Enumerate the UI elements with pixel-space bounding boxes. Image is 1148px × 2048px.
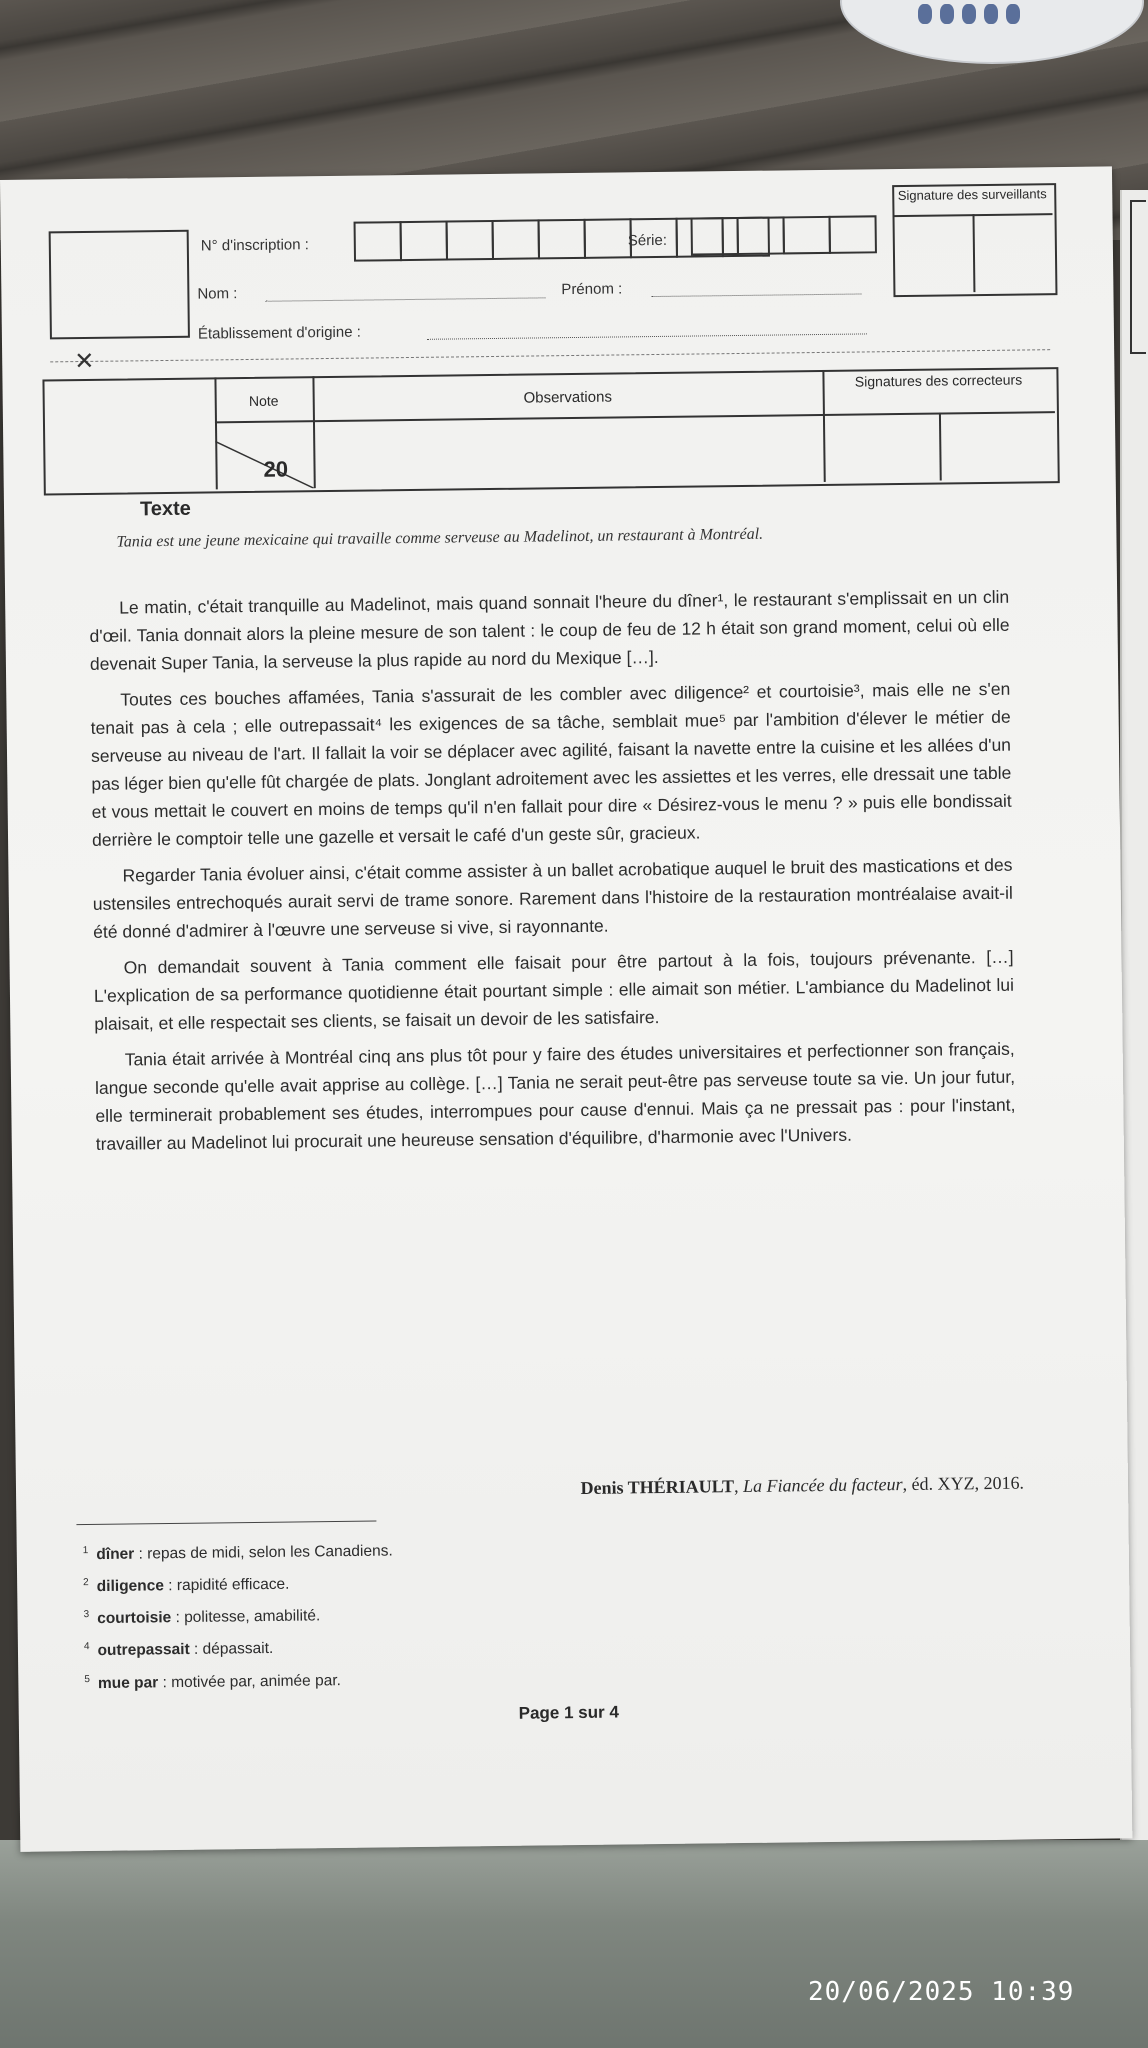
serie-boxes[interactable] xyxy=(693,215,877,255)
photo-timestamp: 20/06/2025 10:39 xyxy=(808,1977,1075,2007)
footnote-rule xyxy=(76,1521,376,1526)
footnote: $^5$ mue par : motivée par, animée par. xyxy=(84,1671,341,1692)
observations-header: Observations xyxy=(523,388,612,407)
footnotes xyxy=(83,1529,785,1698)
prenom-label: Prénom : xyxy=(561,280,623,299)
correcteurs-header: Signatures des correcteurs xyxy=(854,371,1023,390)
paragraph: Le matin, c'était tranquille au Madelinot, mais quand sonnait l'heure du dîner¹, le restaurant s'emplissait en un clin d'œil. Tania donnait alors la pleine mesure de son talent : le coup de feu de 12 h était son grand moment, celui où elle devenait Super Tania, la serveuse la plus rapide au nord du Mexique […]. xyxy=(89,586,1010,674)
surveillants-signature-title: Signature des surveillants xyxy=(897,186,1047,204)
note-max: 20 xyxy=(263,456,289,482)
author-citation: Denis THÉRIAULT, La Fiancée du facteur, éd. XYZ, 2016. xyxy=(580,1472,1025,1499)
cut-line xyxy=(50,349,1050,362)
serie-label: Série: xyxy=(627,231,668,250)
footnote: $^3$ courtoisie : politesse, amabilité. xyxy=(83,1607,321,1628)
paragraph: Tania était arrivée à Montréal cinq ans plus tôt pour y faire des études universitaires et perfectionner son français, langue seconde qu'elle avait apprise au collège. […] Tania ne serait peut-être pas serveuse toute sa vie. Un jour futur, elle terminerait probablement ses études, interrompues pour cause d'ennui. Mais ça ne pressait pas : pour l'instant, travailler au Madelinot lui procurait une heureuse sensation d'équilibre, d'harmonie avec l'Univers. xyxy=(94,1038,1016,1154)
etablissement-field[interactable] xyxy=(427,333,867,339)
texte-heading: Texte xyxy=(139,497,191,521)
prenom-field[interactable] xyxy=(651,293,861,297)
text-intro: Tania est une jeune mexicaine qui travaille comme serveuse au Madelinot, un restaurant à Montréal. xyxy=(116,525,764,551)
adjacent-sheet-box xyxy=(1130,200,1146,354)
floor-background xyxy=(0,1840,1148,2048)
footnote: $^4$ outrepassait : dépassait. xyxy=(83,1640,274,1660)
exam-sheet xyxy=(0,166,1132,1851)
paragraph: On demandait souvent à Tania comment elle faisait pour être partout à la fois, toujours prévenante. […] L'explication de sa performance quotidienne était pourtant simple : elle aimait son métier. L'ambiance du Madelinot lui plaisait, et elle respectait ses clients, se faisait un devoir de les satisfaire. xyxy=(93,946,1015,1034)
author-name: Denis THÉRIAULT xyxy=(580,1476,735,1499)
scissors-icon: ✕ xyxy=(74,347,95,376)
inscription-label: N° d'inscription : xyxy=(200,236,309,255)
nom-field[interactable] xyxy=(265,297,545,301)
book-edition: , éd. XYZ, 2016. xyxy=(902,1472,1025,1495)
note-header: Note xyxy=(248,392,279,409)
text-body xyxy=(89,583,1016,1166)
photo-box xyxy=(49,230,190,340)
footnote: $^2$ diligence : rapidité efficace. xyxy=(83,1575,290,1596)
footnote: $^1$ dîner : repas de midi, selon les Canadiens. xyxy=(82,1542,393,1564)
plate-pattern xyxy=(918,4,1058,26)
paragraph: Toutes ces bouches affamées, Tania s'assurait de les combler avec diligence² et courtoisie³, mais elle ne s'en tenait pas à cela ; elle outrepassait⁴ les exigences de sa tâche, semblait mue⁵ par l'ambition d'élever le métier de serveuse au niveau de l'art. Il fallait la voir se déplacer avec agilité, faisant la navette entre la cuisine et les allées d'un pas léger bien qu'elle fût chargée de plats. Jonglant adroitement avec les assiettes et les verres, elle dressait une table et vous mettait le couvert en moins de temps qu'il n'en fallait pour dire « Désirez-vous le menu ? » puis elle bondissait derrière le comptoir telle une gazelle et versait le café d'un geste sûr, gracieux. xyxy=(90,678,1012,850)
paragraph: Regarder Tania évoluer ainsi, c'était comme assister à un ballet acrobatique auquel le bruit des mastications et des ustensiles entrechoqués aurait servi de trame sonore. Rarement dans l'histoire de la restauration montréalaise avait-il été donné d'admirer à l'œuvre une serveuse si vive, si rayonnante. xyxy=(92,854,1013,942)
nom-label: Nom : xyxy=(197,285,238,303)
book-title: La Fiancée du facteur xyxy=(742,1474,903,1497)
page-number: Page 1 sur 4 xyxy=(518,1702,619,1723)
etablissement-label: Établissement d'origine : xyxy=(197,323,361,343)
